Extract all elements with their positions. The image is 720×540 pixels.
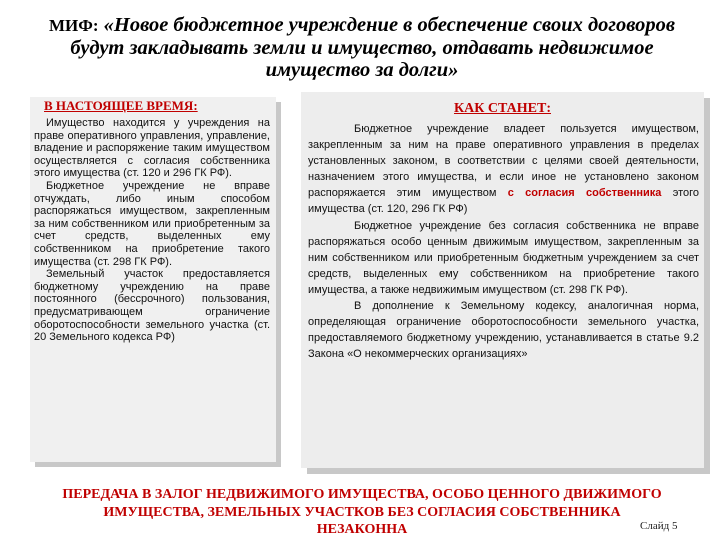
- future-paragraph: [308, 121, 699, 218]
- future-paragraph-end: этого имущества (ст. 120, 296 ГК РФ): [308, 187, 699, 216]
- conclusion-banner: [20, 486, 704, 539]
- current-paragraph: Земельный участок предоставляется бюджетному учреждению на праве постоянного (бессрочного) пользования, предусматривающем ограничение оборотоспособности земельного участка (ст. 20 Земельного кодекса РФ): [34, 268, 270, 344]
- consent-highlight: с согласия собственника: [507, 187, 662, 200]
- conclusion-line: ИМУЩЕСТВА, ЗЕМЕЛЬНЫХ УЧАСТКОВ БЕЗ СОГЛАСИЯ СОБСТВЕННИКА: [103, 504, 621, 520]
- slide-title: [20, 14, 704, 81]
- current-paragraph: Имущество находится у учреждения на праве оперативного управления, управление, владение и распоряжение таким имуществом осуществляется с согласия собственника этого имущества (ст. 120 и 296 ГК РФ).: [34, 117, 270, 180]
- myth-label: МИФ:: [48, 16, 99, 35]
- future-paragraph-start: Бюджетное учреждение владеет пользуется имуществом, закрепленным за ним на праве оперативного управления в пределах установленных законом, в соответствии с целями своей деятельности, назначением этого имущества, и если иное не установлено законом распоряжается этим имуществом: [308, 123, 699, 200]
- future-paragraph: В дополнение к Земельному кодексу, аналогичная норма, определяющая ограничение оборотоспособности земельного участка, предоставляемого бюджетному учреждению, устанавливается в статье 9.2 Закона «О некоммерческих организациях»: [308, 300, 699, 361]
- future-paragraph: Бюджетное учреждение без согласия собственника не вправе распоряжаться особо ценным движимым имуществом, закрепленным за ним собственником или приобретенным бюджетным учреждением за счет средств, выделенных ему собственником на приобретение такого имущества, а также недвижимым имуществом (ст. 298 ГК РФ).: [308, 219, 699, 296]
- myth-quote: «Новое бюджетное учреждение в обеспечение своих договоров будут закладывать земли и имущество, отдавать недвижимое имущество за долги»: [70, 14, 676, 81]
- slide-number: Слайд 5: [640, 520, 678, 532]
- current-text: [34, 117, 270, 344]
- future-heading: КАК СТАНЕТ:: [453, 101, 551, 116]
- conclusion-line: НЕЗАКОННА: [316, 522, 408, 537]
- conclusion-line: ПЕРЕДАЧА В ЗАЛОГ НЕДВИЖИМОГО ИМУЩЕСТВА, ОСОБО ЦЕННОГО ДВИЖИМОГО: [62, 487, 662, 502]
- current-paragraph: Бюджетное учреждение не вправе отчуждать, либо иным способом распоряжаться имуществом, закрепленным за ним собственником или приобретенным за счет средств, выделенных ему собственником на приобретение такого имущества (ст. 298 ГК РФ).: [34, 179, 270, 268]
- current-heading: В НАСТОЯЩЕЕ ВРЕМЯ:: [44, 98, 198, 113]
- future-text: [308, 121, 699, 362]
